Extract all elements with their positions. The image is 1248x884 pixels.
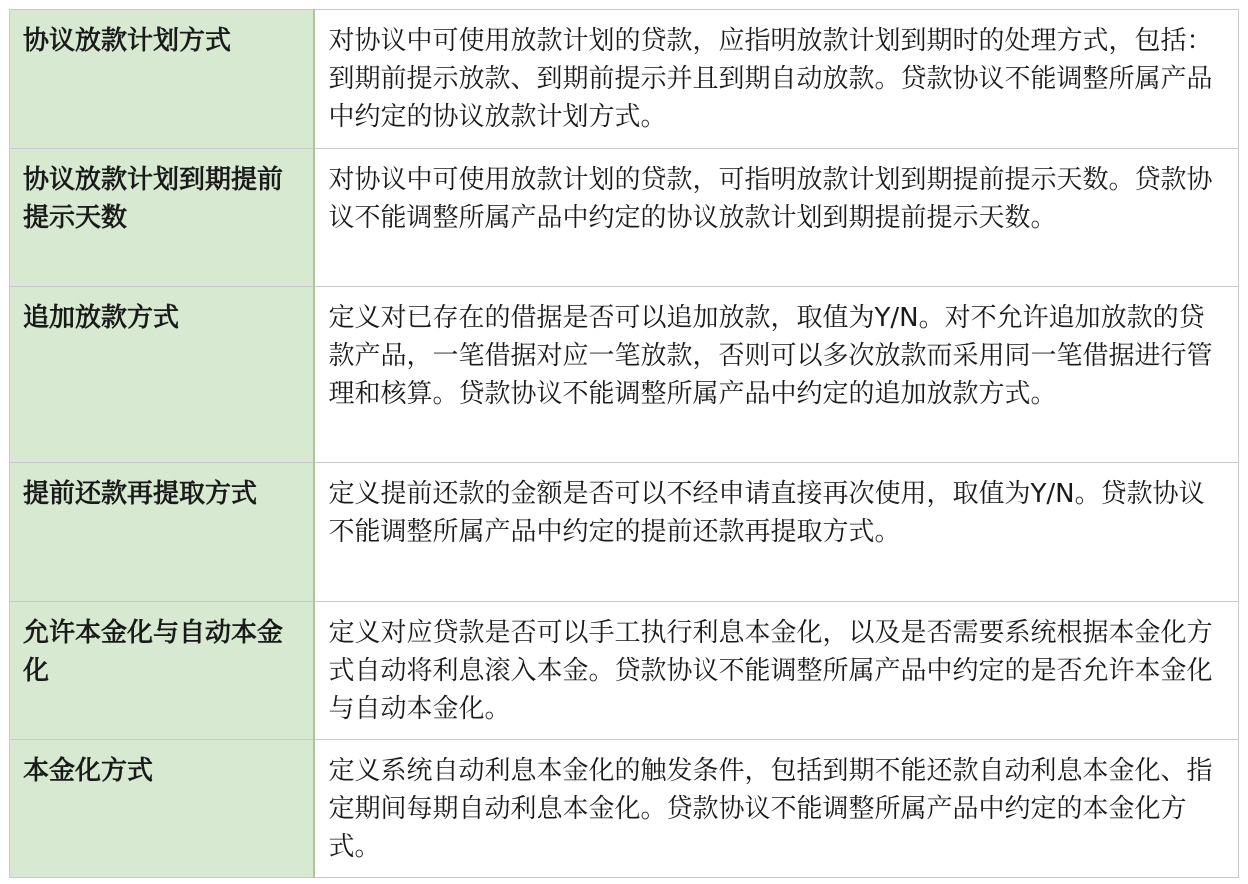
row-label: 提前还款再提取方式 [10,463,314,602]
row-description: 定义对已存在的借据是否可以追加放款，取值为Y/N。对不允许追加放款的贷款产品，一笔借据对应一笔放款，否则可以多次放款而采用同一笔借据进行管理和核算。贷款协议不能调整所属产品中约定的追加放款方式。 [314,287,1239,463]
row-description: 定义提前还款的金额是否可以不经申请直接再次使用，取值为Y/N。贷款协议不能调整所属产品中约定的提前还款再提取方式。 [314,463,1239,602]
row-description: 定义对应贷款是否可以手工执行利息本金化，以及是否需要系统根据本金化方式自动将利息滚入本金。贷款协议不能调整所属产品中约定的是否允许本金化与自动本金化。 [314,602,1239,740]
definition-table [9,9,1239,878]
row-label: 协议放款计划方式 [10,10,314,149]
table-row [10,463,1239,602]
row-label: 本金化方式 [10,740,314,878]
row-description: 对协议中可使用放款计划的贷款，应指明放款计划到期时的处理方式，包括：到期前提示放款、到期前提示并且到期自动放款。贷款协议不能调整所属产品中约定的协议放款计划方式。 [314,10,1239,149]
row-description: 定义系统自动利息本金化的触发条件，包括到期不能还款自动利息本金化、指定期间每期自动利息本金化。贷款协议不能调整所属产品中约定的本金化方式。 [314,740,1239,878]
table-row [10,287,1239,463]
table-row [10,602,1239,740]
table-row [10,740,1239,878]
row-label: 允许本金化与自动本金化 [10,602,314,740]
row-label: 协议放款计划到期提前提示天数 [10,149,314,287]
row-label: 追加放款方式 [10,287,314,463]
table-row [10,10,1239,149]
row-description: 对协议中可使用放款计划的贷款，可指明放款计划到期提前提示天数。贷款协议不能调整所属产品中约定的协议放款计划到期提前提示天数。 [314,149,1239,287]
table-row [10,149,1239,287]
